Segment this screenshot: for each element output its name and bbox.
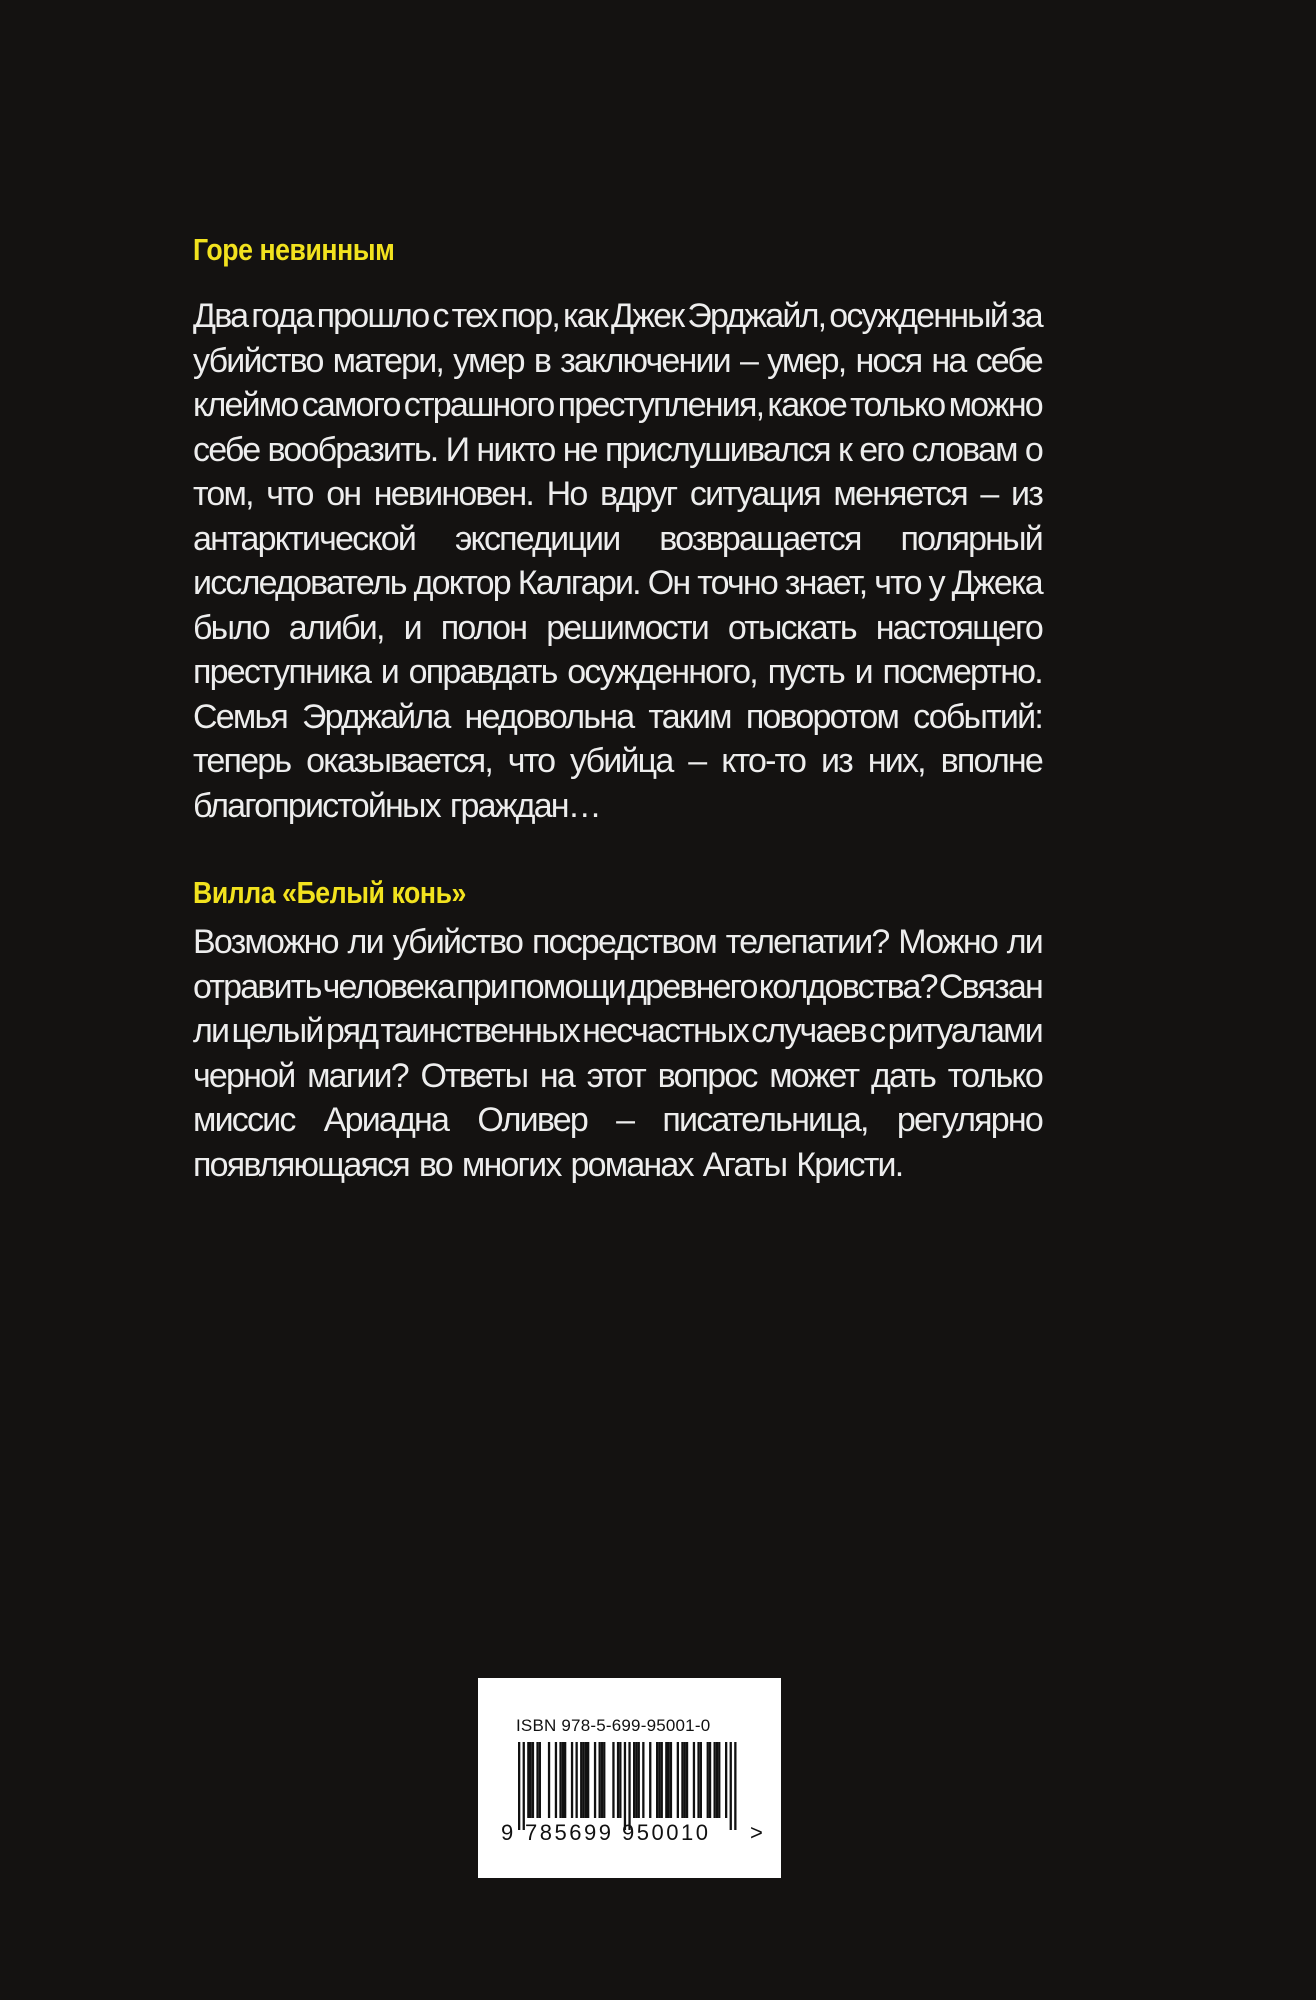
barcode-bar	[633, 1742, 635, 1818]
text-line: отравить человека при помощи древнего колдовства? Связан	[193, 967, 1042, 1006]
ean-first-digit: 9	[501, 1820, 514, 1845]
text-line: миссис Ариадна Оливер – писательница, регулярно	[193, 1101, 1042, 1139]
barcode-bar	[635, 1742, 637, 1818]
text-line: антарктической экспедиции возвращается полярный	[193, 519, 1042, 558]
text-line: черной магии? Ответы на этот вопрос может дать только	[193, 1056, 1042, 1095]
text-line: том, что он невиновен. Но вдруг ситуация меняется – из	[193, 475, 1042, 513]
text-line: ли целый ряд таинственных несчастных случаев с ритуалами	[193, 1012, 1042, 1050]
barcode-bar	[582, 1742, 584, 1818]
barcode-bar	[661, 1742, 663, 1818]
barcode-bar	[686, 1742, 688, 1818]
barcode-guard-bar	[734, 1742, 736, 1830]
barcode-bar	[670, 1742, 672, 1818]
barcode-bar	[681, 1742, 683, 1818]
text-line: благопристойных граждан…	[193, 786, 600, 825]
text-line: Два года прошло с тех пор, как Джек Эрджайл, осужденный за	[193, 297, 1042, 335]
barcode-bar	[668, 1742, 670, 1818]
text-line: Возможно ли убийство посредством телепатии? Можно ли	[193, 923, 1042, 961]
text-line: клеймо самого страшного преступления, какое только можно	[193, 386, 1042, 424]
barcode-bar	[571, 1742, 573, 1818]
text-line: Семья Эрджайла недовольна таким поворотом событий:	[193, 697, 1042, 736]
section-title-villa-belyi-kon: Вилла «Белый конь»	[193, 875, 466, 910]
text-line: преступника и оправдать осужденного, пусть и посмертно.	[193, 653, 1042, 691]
ean-digit: 0	[695, 1820, 708, 1845]
ean-digit: 8	[539, 1820, 552, 1845]
barcode-bar	[527, 1742, 529, 1818]
barcode-guard-bar	[624, 1742, 626, 1830]
ean-digit: 7	[525, 1820, 538, 1845]
barcode-bar	[700, 1742, 702, 1818]
ean-digit: 9	[622, 1820, 635, 1845]
text-line: появляющаяся во многих романах Агаты Кристи.	[193, 1145, 903, 1184]
barcode-bar	[714, 1742, 716, 1818]
barcode-guard-bar	[730, 1742, 732, 1830]
barcode-bar	[716, 1742, 718, 1818]
barcode-bar	[562, 1742, 564, 1818]
ean-digit: 9	[598, 1820, 611, 1845]
barcode-bar	[656, 1742, 658, 1818]
barcode-bar	[555, 1742, 557, 1818]
barcode-bar	[617, 1742, 619, 1818]
barcode-bar	[603, 1742, 605, 1818]
ean-right-digits	[622, 1820, 708, 1846]
text-line: теперь оказывается, что убийца – кто-то из них, вполне	[193, 742, 1042, 780]
ean-digit: 5	[636, 1820, 649, 1845]
barcode-bar	[684, 1742, 686, 1818]
section-title-gore-nevinnym: Горе невинным	[193, 232, 395, 267]
barcode-bar	[580, 1742, 582, 1818]
barcode-bar	[576, 1742, 578, 1818]
barcode-bar	[564, 1742, 566, 1818]
barcode-bar	[725, 1742, 727, 1818]
text-line: убийство матери, умер в заключении – умер, нося на себе	[193, 341, 1042, 380]
barcode-bar	[638, 1742, 640, 1818]
barcode-bar	[658, 1742, 660, 1818]
barcode-bar	[677, 1742, 679, 1818]
barcode-bar	[709, 1742, 711, 1818]
ean-digit: 0	[651, 1820, 664, 1845]
section-description-villa-belyi-kon	[193, 920, 1042, 1187]
barcode-bar	[559, 1742, 561, 1818]
barcode-bar	[599, 1742, 601, 1818]
barcode-bar	[585, 1742, 587, 1818]
barcode-bar	[707, 1742, 709, 1818]
barcode-bar	[697, 1742, 699, 1818]
ean-digit: 6	[569, 1820, 582, 1845]
ean-quiet-zone-arrow: >	[750, 1820, 763, 1845]
barcode-bar	[601, 1742, 603, 1818]
barcode-bar	[718, 1742, 720, 1818]
barcode-bar	[665, 1742, 667, 1818]
barcode-bar	[649, 1742, 651, 1818]
barcode-bar	[612, 1742, 614, 1818]
barcode-bar	[642, 1742, 644, 1818]
ean-digit: 0	[666, 1820, 679, 1845]
barcode-guard-bar	[628, 1742, 630, 1830]
barcode-bar	[530, 1742, 532, 1818]
barcode-guard-bar	[518, 1742, 520, 1830]
barcode-bar	[693, 1742, 695, 1818]
ean-digit: 1	[681, 1820, 694, 1845]
barcode-bar	[587, 1742, 589, 1818]
barcode-bar	[536, 1742, 538, 1818]
text-line: исследователь доктор Калгари. Он точно знает, что у Джека	[193, 564, 1042, 602]
barcode-guard-bar	[523, 1742, 525, 1830]
barcode-bar	[594, 1742, 596, 1818]
ean-left-digits	[525, 1820, 611, 1846]
text-line: себе вообразить. И никто не прислушивался к его словам о	[193, 430, 1042, 469]
ean-digit: 5	[554, 1820, 567, 1845]
isbn-number: ISBN 978-5-699-95001-0	[516, 1716, 711, 1735]
ean-digit: 9	[584, 1820, 597, 1845]
barcode-bar	[619, 1742, 621, 1818]
section-description-gore-nevinnym	[193, 294, 1042, 828]
isbn-barcode-panel	[478, 1678, 781, 1878]
barcode-bar	[539, 1742, 541, 1818]
barcode-bars	[478, 1742, 781, 1832]
text-line: было алиби, и полон решимости отыскать настоящего	[193, 608, 1042, 647]
barcode-bar	[532, 1742, 534, 1818]
barcode-bar	[548, 1742, 550, 1818]
